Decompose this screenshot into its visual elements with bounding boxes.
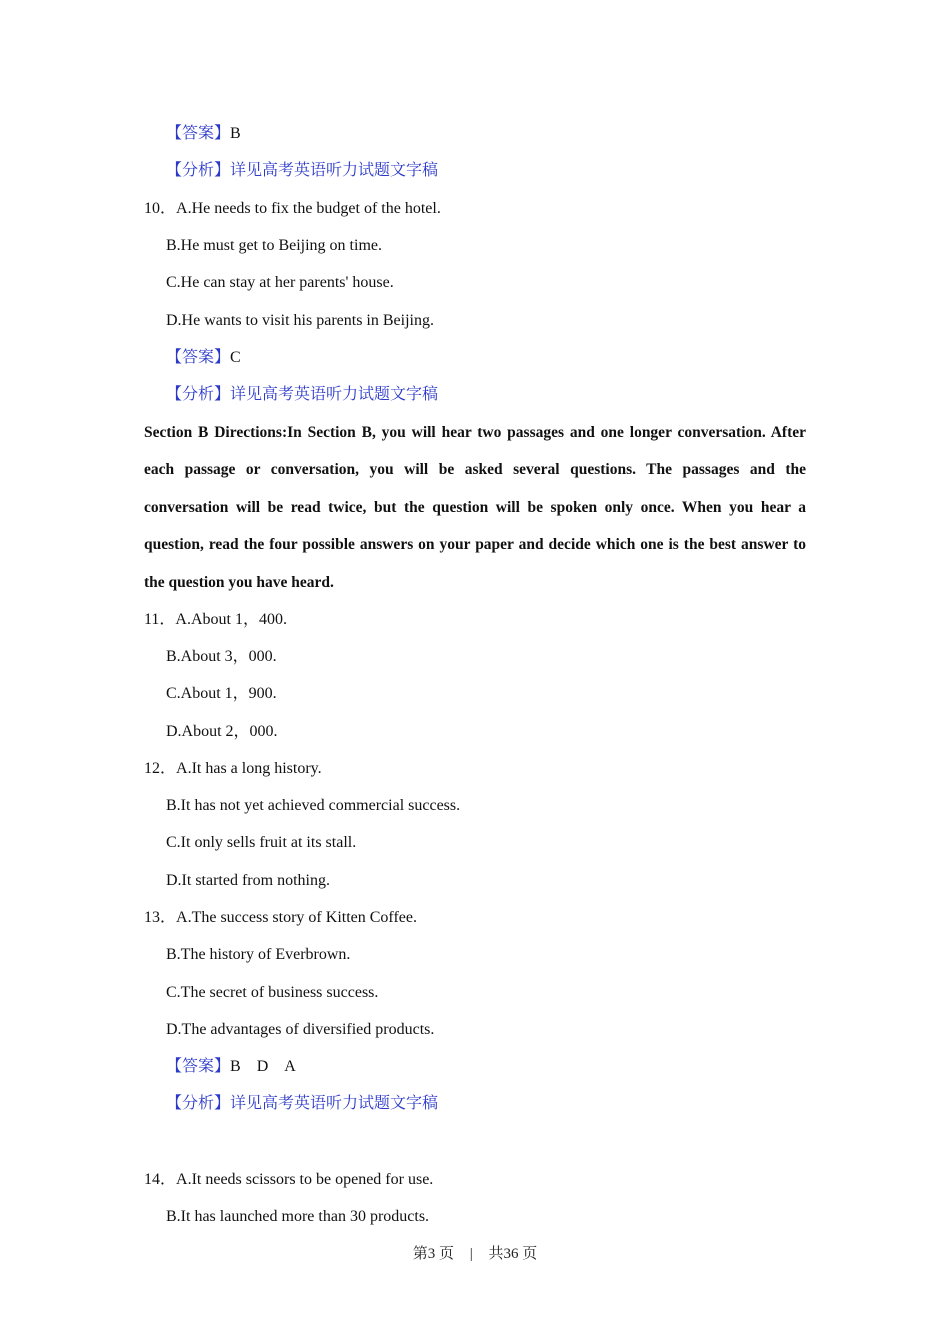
option-a: A.The success story of Kitten Coffee. [176,909,417,926]
answer-label-11-13 [166,1057,296,1077]
question-number: 14． [144,1171,177,1188]
question-14 [144,1170,433,1190]
question-10 [144,199,441,219]
analysis-label-9: 【分析】详见高考英语听力试题文字稿 [166,162,439,179]
question-13-option-d: D.The advantages of diversified products. [166,1021,435,1038]
answer-bracket: 【答案】 [166,1058,231,1075]
question-11-option-b: B.About 3，000. [166,648,277,665]
answer-label-10 [166,348,241,368]
question-13 [144,908,417,928]
question-10-option-c: C.He can stay at her parents' house. [166,274,394,291]
question-12-option-c: C.It only sells fruit at its stall. [166,834,357,851]
answer-bracket: 【答案】 [166,125,231,142]
question-number: 13． [144,909,177,926]
option-a: A.It needs scissors to be opened for use. [176,1171,434,1188]
question-10-option-b: B.He must get to Beijing on time. [166,237,382,254]
page-number: 第3 页 [412,1246,454,1262]
question-11-option-c: C.About 1，900. [166,685,277,702]
option-a: A.He needs to fix the budget of the hotel. [176,200,441,217]
answer-label-9 [166,124,241,144]
question-12-option-d: D.It started from nothing. [166,872,330,889]
question-14-option-b: B.It has launched more than 30 products. [166,1208,430,1225]
option-a: A.It has a long history. [176,760,322,777]
question-12 [144,759,322,779]
answer-value: C [230,349,241,366]
option-a: A.About 1，400. [175,611,287,628]
question-11-option-d: D.About 2，000. [166,723,278,740]
page-total: 共36 页 [488,1246,538,1262]
question-13-option-c: C.The secret of business success. [166,984,379,1001]
question-number: 12． [144,760,177,777]
answer-value: B D A [230,1058,296,1075]
analysis-label-11-13: 【分析】详见高考英语听力试题文字稿 [166,1095,439,1112]
question-number: 10． [144,200,177,217]
question-13-option-b: B.The history of Everbrown. [166,946,351,963]
section-b-directions: Section B Directions:In Section B, you will hear two passages and one longer conversation. After each passage or conversation, you will be asked several questions. The passages and the conversation will be read twice, but the question will be spoken only once. When you hear a question, read the four possible answers on your paper and decide which one is the best answer to the question you have heard. [144,424,806,591]
footer-separator: | [469,1246,473,1262]
question-11 [144,610,287,630]
question-10-option-d: D.He wants to visit his parents in Beijing. [166,312,434,329]
analysis-label-10: 【分析】详见高考英语听力试题文字稿 [166,386,439,403]
question-12-option-b: B.It has not yet achieved commercial success. [166,797,461,814]
answer-value: B [230,125,241,142]
page-footer [0,1244,950,1264]
question-number: 11． [144,611,176,628]
answer-bracket: 【答案】 [166,349,231,366]
